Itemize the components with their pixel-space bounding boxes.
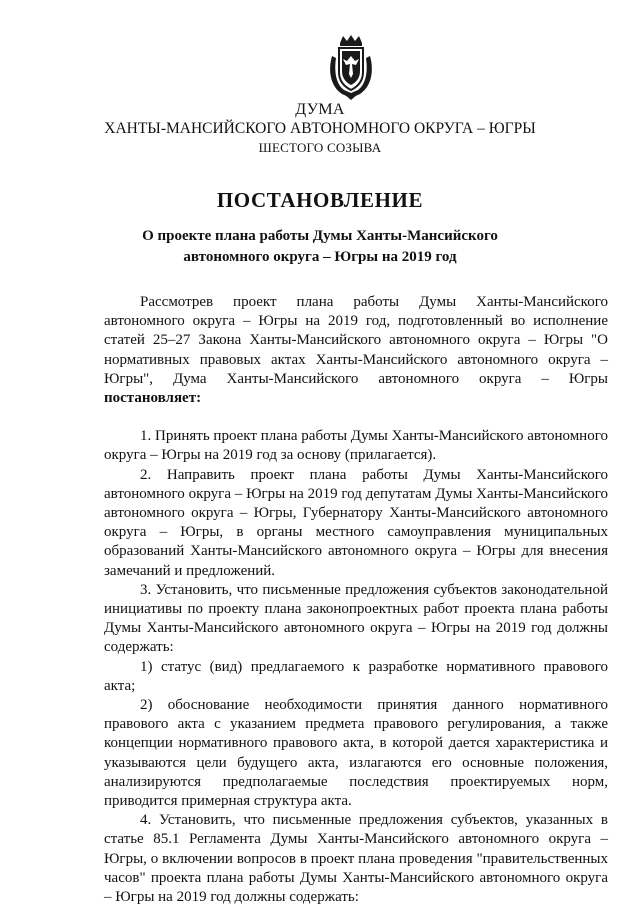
paragraph-3-item-2: 2) обоснование необходимости принятия данного нормативного правового акта с указанием предмета правового регулирования, а также концепции нормативного правового акта, в которой дается характеристика и указываются цели будущего акта, излагаются его основные положения, анализируются предполагаемые последствия проектируемых норм, приводится примерная структура акта. [104,697,608,810]
paragraph-4: 4. Установить, что письменные предложения субъектов, указанных в статье 85.1 Регламента Думы Ханты-Мансийского автономного округа – Югры, о включении вопросов в проект плана проведения "правительственных часов" проекта плана работы Думы Ханты-Мансийского автономного округа – Югры на 2019 год должны содержать: [104,812,608,906]
document-type-title: ПОСТАНОВЛЕНИЕ [216,188,424,212]
paragraph-2: 2. Направить проект плана работы Думы Ханты-Мансийского автономного округа – Югры на 2019 год депутатам Думы Ханты-Мансийского автономного округа – Югры, Губернатору Ханты-Мансийского автономного округа – Югры, в органы местного самоуправления муниципальных образований Ханты-Мансийского автономного округа – Югры для внесения замечаний и предложений. [104,466,608,579]
document-body [104,293,608,907]
paragraph-1: 1. Принять проект плана работы Думы Ханты-Мансийского автономного округа – Югры на 2019 год за основу (прилагается). [104,428,608,464]
header-convocation: ШЕСТОГО СОЗЫВА [258,140,382,155]
preamble-paragraph [104,293,608,408]
header-body-name: ДУМА [295,101,345,118]
subject-line-1: О проекте плана работы Думы Ханты-Мансийского [142,228,498,244]
preamble-emphasis: постановляет: [104,390,202,407]
preamble-text: Рассмотрев проект плана работы Думы Ханты-Мансийского автономного округа – Югры на 2019 год, подготовленный во исполнение статей 25–27 Закона Ханты-Мансийского автономного округа – Югры "О нормативных правовых актах Ханты-Мансийского автономного округа – Югры", Дума Ханты-Мансийского автономного округа – Югры [104,294,608,387]
paragraph-3: 3. Установить, что письменные предложения субъектов законодательной инициативы по проекту плана законопроектных работ проекта плана работы Думы Ханты-Мансийского автономного округа – Югры на 2019 год должны содержать: [104,581,608,656]
coat-of-arms-icon [326,34,376,102]
subject-line-2: автономного округа – Югры на 2019 год [183,249,457,265]
paragraph-3-item-1: 1) статус (вид) предлагаемого к разработке нормативного правового акта; [104,658,608,694]
header-region: ХАНТЫ-МАНСИЙСКОГО АВТОНОМНОГО ОКРУГА – ЮГРЫ [104,120,536,137]
document-subject [0,226,640,268]
